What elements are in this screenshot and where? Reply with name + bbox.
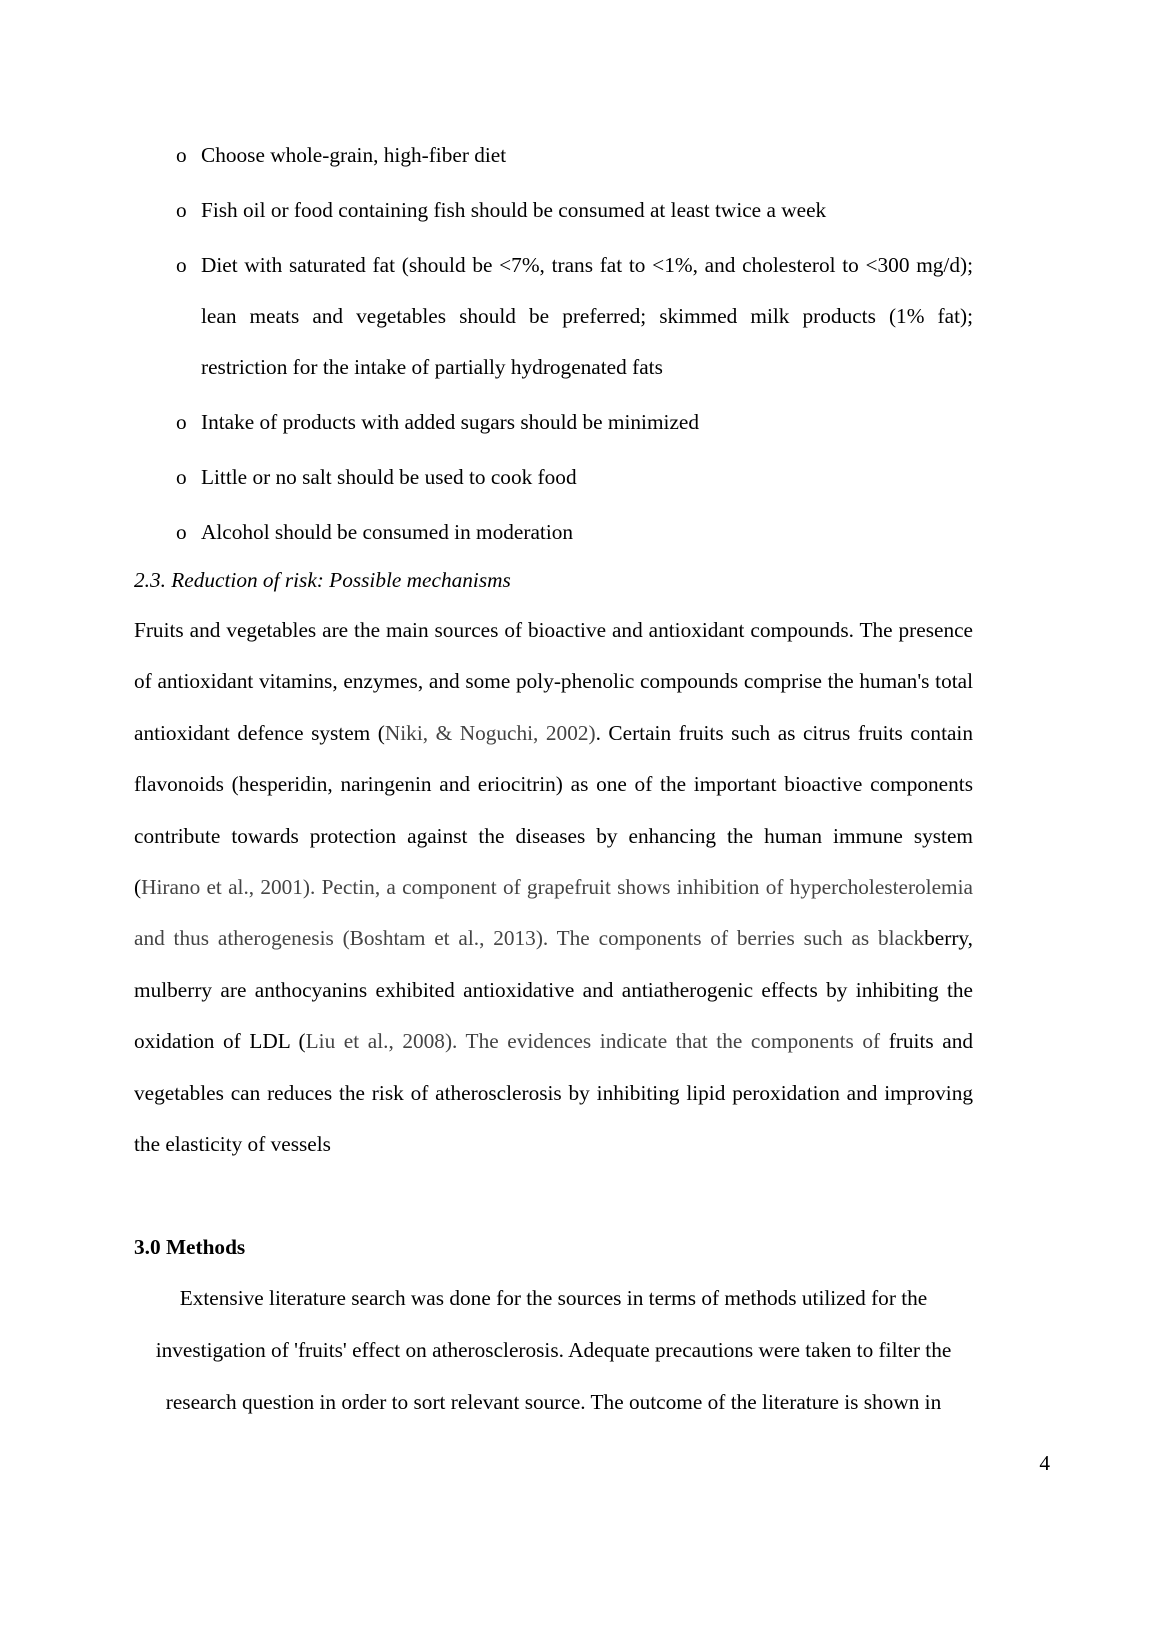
text-segment: berry, mulberry are anthocyanins exhibited antioxidative and antiatherogenic effects by inhibiting the oxidation of LDL ( (134, 926, 973, 1054)
mechanisms-paragraph (134, 605, 973, 1170)
diet-recommendations-list (134, 130, 973, 562)
methods-paragraph: Extensive literature search was done for the sources in terms of methods utilized for the investigation of 'fruits' effect on atherosclerosis. Adequate precautions were taken to filter the research question in order to sort relevant source. The outcome of the literature is shown in (155, 1286, 952, 1414)
citation-segment: Niki, & Noguchi, 2002) (384, 720, 596, 745)
text-segment: . Certain fruits such as citrus fruits contain flavonoids (hesperidin, naringenin and eriocitrin) as one of the important bioactive components contribute towards protection against the diseases by enhancing the human immune system ( (134, 720, 973, 900)
page-number: 4 (1039, 1451, 1050, 1475)
bullet-marker: o (176, 198, 187, 222)
section-heading-2-3: 2.3. Reduction of risk: Possible mechanisms (134, 568, 511, 592)
list-item: o Intake of products with added sugars should be minimized (134, 397, 973, 448)
bullet-marker: o (176, 143, 187, 167)
list-item: o Little or no salt should be used to cook food (134, 452, 973, 503)
bullet-marker: o (176, 520, 187, 544)
bullet-marker: o (176, 253, 187, 277)
methods-heading: 3.0 Methods (134, 1235, 246, 1259)
list-item: o Fish oil or food containing fish should be consumed at least twice a week (134, 185, 973, 236)
citation-segment: Liu et al., 2008). The evidences indicate that the components of (305, 1029, 889, 1054)
bullet-marker: o (176, 465, 187, 489)
citation-segment: Hirano et al., 2001). Pectin, a component of grapefruit shows inhibition of hypercholesterolemia and thus atherogenesis (Boshtam et al., 2013). The components of berries such as black (134, 875, 973, 951)
list-item: o Choose whole-grain, high-fiber diet (134, 130, 973, 181)
bullet-marker: o (176, 410, 187, 434)
text-segment: Fruits and vegetables are the main sources of bioactive and antioxidant compounds. The presence of antioxidant vitamins, enzymes, and some poly-phenolic compounds comprise the human's total antioxidant defence system ( (134, 618, 973, 745)
list-item: o Alcohol should be consumed in moderation (134, 507, 973, 558)
text-segment: fruits and vegetables can reduces the risk of atherosclerosis by inhibiting lipid peroxidation and improving the elasticity of vessels (134, 1029, 974, 1157)
list-item: o Diet with saturated fat (should be <7%, trans fat to <1%, and cholesterol to <300 mg/d); lean meats and vegetables should be preferred; skimmed milk products (1% fat); restriction for the intake of partially hydrogenated fats (134, 240, 973, 393)
